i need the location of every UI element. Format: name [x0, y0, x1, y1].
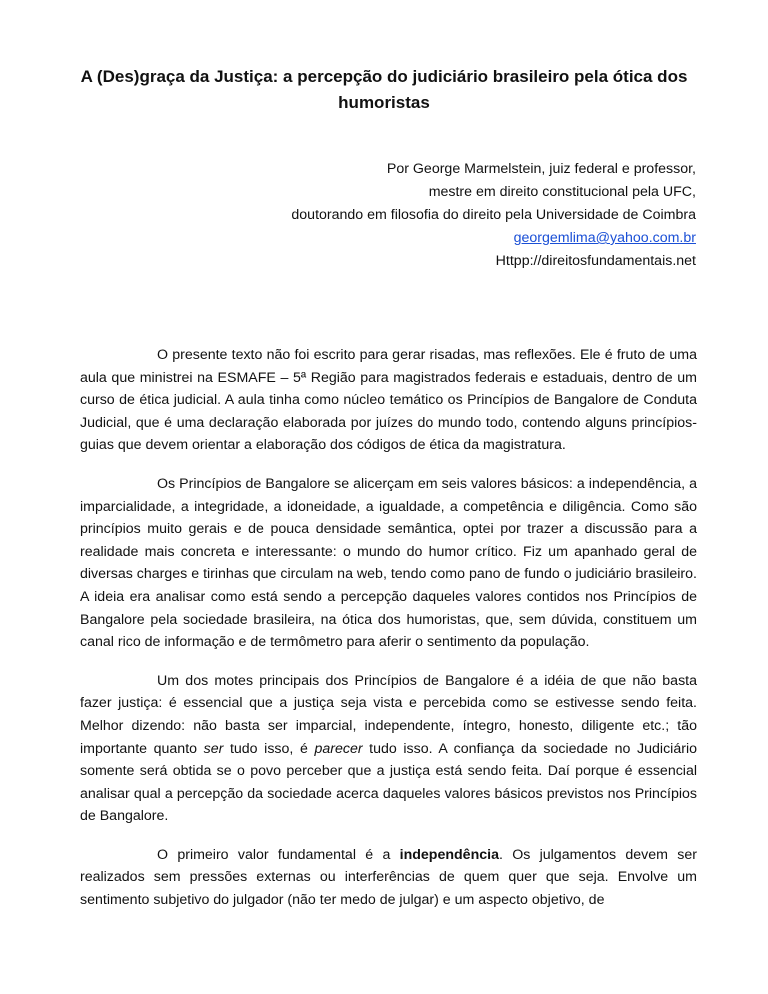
byline-line-1: Por George Marmelstein, juiz federal e professor, [386, 161, 696, 177]
paragraph-3-text-c: tudo isso. A confiança da sociedade no Judiciário somente será obtida se o povo perceber que a justiça está sendo feita. Daí porque é essencial analisar qual a percepção da sociedade acerca daqueles valores básicos previstos nos Princípios de Bangalore. [80, 740, 697, 825]
bold-independencia: independência [399, 846, 499, 863]
paragraph-3-text-a: Um dos motes principais dos Princípios de Bangalore é a idéia de que não basta fazer justiça: é essencial que a justiça seja vista e percebida como se estivesse sendo feita. Melhor dizendo: não basta ser imparcial, independente, íntegro, honesto, diligente etc.; tão importante quanto [80, 672, 697, 757]
email-row [176, 227, 696, 250]
paragraph-3 [80, 670, 697, 828]
emphasis-parecer: parecer [314, 740, 363, 757]
document-title: A (Des)graça da Justiça: a percepção do judiciário brasileiro pela ótica dos humoristas [80, 67, 688, 112]
email-link[interactable]: georgemlima@yahoo.com.br [513, 230, 696, 246]
website-text: Httpp://direitosfundamentais.net [495, 253, 696, 269]
author-byline [176, 158, 696, 273]
byline-line-2: mestre em direito constitucional pela UFC, [428, 184, 696, 200]
emphasis-ser: ser [203, 740, 224, 757]
paragraph-3-text-b: tudo isso, é [223, 740, 315, 757]
paragraph-4 [80, 844, 697, 912]
byline-line-3: doutorando em filosofia do direito pela Universidade de Coimbra [291, 207, 696, 223]
document-body [80, 344, 697, 928]
paragraph-4-text-a: O primeiro valor fundamental é a [157, 846, 400, 863]
paragraph-1: O presente texto não foi escrito para gerar risadas, mas reflexões. Ele é fruto de uma aula que ministrei na ESMAFE – 5ª Região para magistrados federais e estaduais, dentro de um curso de ética judicial. A aula tinha como núcleo temático os Princípios de Bangalore de Conduta Judicial, que é uma declaração elaborada por juízes do mundo todo, contendo alguns princípios-guias que devem orientar a elaboração dos códigos de ética da magistratura. [80, 347, 697, 454]
paragraph-4-text-b: . Os julgamentos devem ser realizados sem pressões externas ou interferências de quem quer que seja. Envolve um sentimento subjetivo do julgador (não ter medo de julgar) e um aspecto objetivo, de [80, 846, 697, 909]
paragraph-2: Os Princípios de Bangalore se alicerçam em seis valores básicos: a independência, a imparcialidade, a integridade, a idoneidade, a igualdade, a competência e diligência. Como são princípios muito gerais e de pouca densidade semântica, optei por trazer a discussão para a realidade mais concreta e interessante: o mundo do humor crítico. Fiz um apanhado geral de diversas charges e tirinhas que circulam na web, tendo como pano de fundo o judiciário brasileiro. A ideia era analisar como está sendo a percepção daqueles valores contidos nos Princípios de Bangalore pela sociedade brasileira, na ótica dos humoristas, que, sem dúvida, constituem um canal rico de informação e de termômetro para aferir o sentimento da população. [80, 475, 697, 651]
